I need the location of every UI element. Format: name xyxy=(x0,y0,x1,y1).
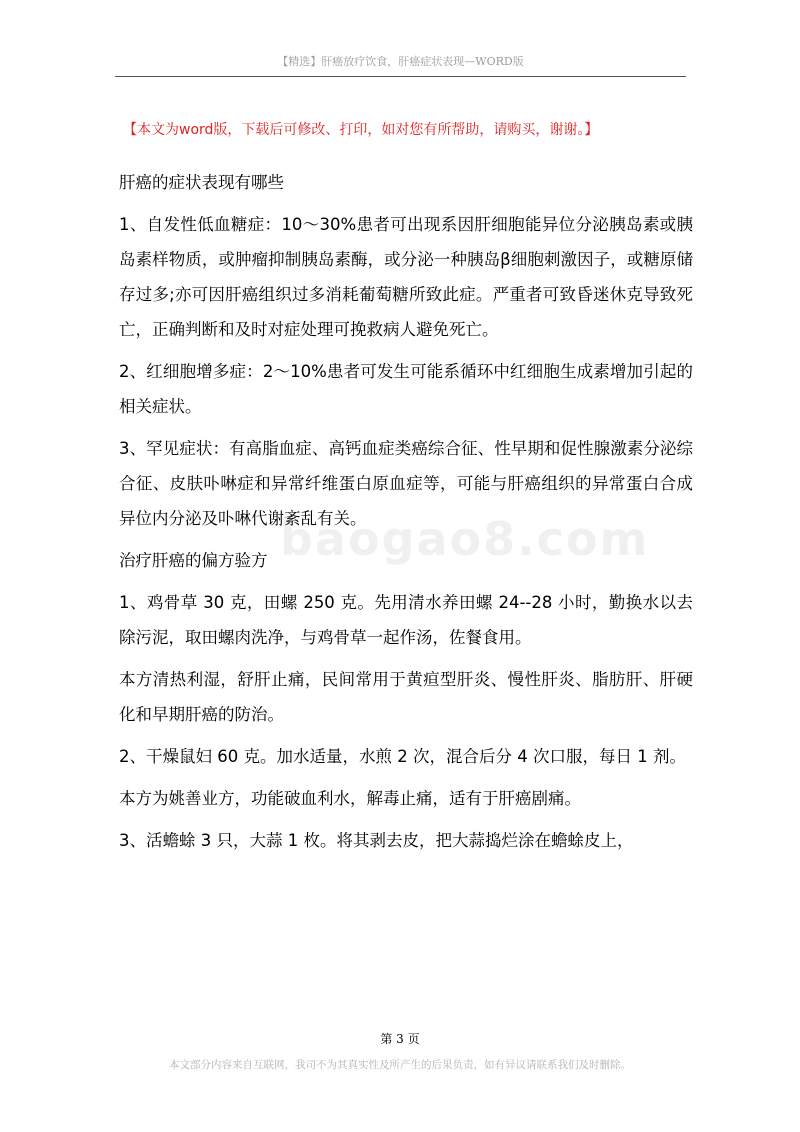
section-heading-remedies: 治疗肝癌的偏方验方 xyxy=(119,551,268,570)
paragraph-remedy-2-note: 本方为姚善业方，功能破血利水，解毒止痛，适有于肝癌剧痛。 xyxy=(119,789,581,808)
document-body xyxy=(119,165,693,865)
paragraph-remedy-2: 2、干燥鼠妇 60 克。加水适量，水煎 2 次，混合后分 4 次口服，每日 1 剂。 xyxy=(119,747,686,766)
paragraph-remedy-3: 3、活蟾蜍 3 只，大蒜 1 枚。将其剥去皮，把大蒜捣烂涂在蟾蜍皮上， xyxy=(119,831,634,850)
section-heading-symptoms: 肝癌的症状表现有哪些 xyxy=(119,173,284,192)
paragraph-remedy-1: 1、鸡骨草 30 克，田螺 250 克。先用清水养田螺 24--28 小时，勤换水以去除污泥，取田螺肉洗净，与鸡骨草一起作汤，佐餐食用。 xyxy=(119,593,693,647)
page-header: 【精选】肝癌放疗饮食，肝癌症状表现—WORD版 xyxy=(115,52,686,77)
page-number: 第 3 页 xyxy=(380,1032,420,1046)
watermark: baogao8.com xyxy=(280,512,650,566)
page-footer-disclaimer: 本文部分内容来自互联网，我司不为其真实性及所产生的后果负责，如有异议请联系我们及时删除。 xyxy=(169,1059,631,1071)
paragraph-erythrocytosis: 2、红细胞增多症：2～10%患者可发生可能系循环中红细胞生成素增加引起的相关症状。 xyxy=(119,362,693,416)
paragraph-rare-symptoms: 3、罕见症状：有高脂血症、高钙血症类癌综合征、性早期和促性腺激素分泌综合征、皮肤卟啉症和异常纤维蛋白原血症等，可能与肝癌组织的异常蛋白合成异位内分泌及卟啉代谢紊乱有关。 xyxy=(119,439,693,528)
paragraph-hypoglycemia: 1、自发性低血糖症：10～30%患者可出现系因肝细胞能异位分泌胰岛素或胰岛素样物质，或肿瘤抑制胰岛素酶，或分泌一种胰岛β细胞刺激因子，或糖原储存过多;亦可因肝癌组织过多消耗葡萄糖所致此症。严重者可致昏迷休克导致死亡，正确判断和及时对症处理可挽救病人避免死亡。 xyxy=(119,215,693,339)
purchase-notice: 【本文为word版，下载后可修改、打印，如对您有所帮助，请购买，谢谢。】 xyxy=(123,122,599,138)
paragraph-remedy-1-note: 本方清热利湿，舒肝止痛，民间常用于黄疸型肝炎、慢性肝炎、脂肪肝、肝硬化和早期肝癌的防治。 xyxy=(119,670,693,724)
